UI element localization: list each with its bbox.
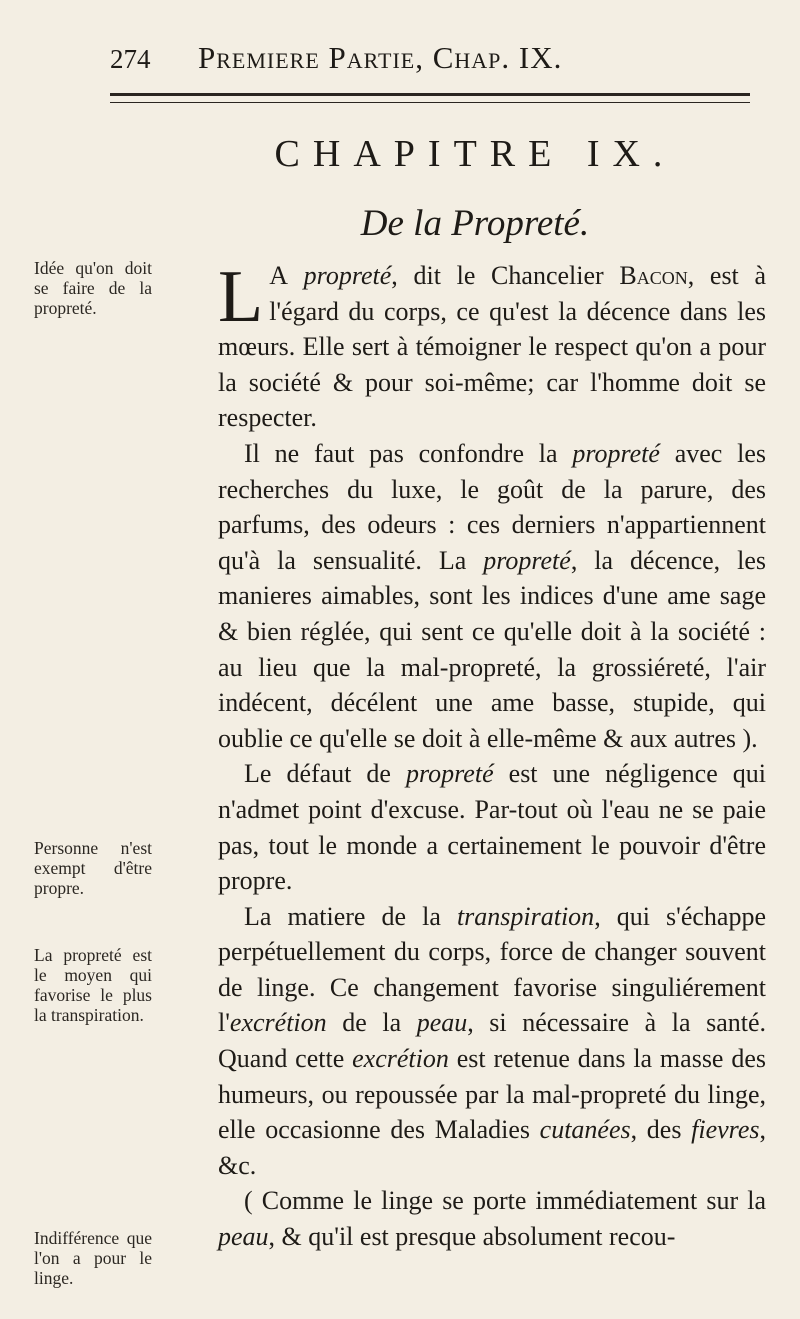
- header-rule: [110, 93, 750, 103]
- paragraph-1: L A propreté, dit le Chancelier Bacon, est à l'égard du corps, ce qu'est la décence dans les mœurs. Elle sert à témoigner le respect qu'on a pour la société & pour soi-même; car l'homme doit se respecter.: [218, 256, 767, 433]
- paragraph-5: ( Comme le linge se porte immédiatement sur la peau, & qu'il est presque absolument recou-: [218, 1186, 766, 1252]
- page-number: 274: [110, 44, 151, 74]
- margin-note-1: Idée qu'on doit se faire de la propreté.: [34, 258, 152, 318]
- drop-cap: L: [218, 256, 264, 338]
- chapter-title: CHAPITRE IX.: [274, 133, 676, 175]
- paragraph-4: La matiere de la transpiration, qui s'échappe perpétuellement du corps, force de changer souvent de linge. Ce changement favorise singuliérement l'excrétion de la peau, si nécessaire à la santé. Quand cette excrétion est retenue dans la masse des humeurs, ou repoussée par la mal-propreté du linge, elle occasionne des Maladies cutanées, des fievres, &c.: [218, 901, 766, 1180]
- running-title: Premiere Partie, Chap. IX.: [198, 40, 563, 75]
- margin-note-2: Personne n'est exempt d'être propre.: [34, 838, 152, 898]
- margin-note-3: La propreté est le moyen qui favorise le plus la transpiration.: [34, 945, 152, 1025]
- paragraph-2: Il ne faut pas confondre la propreté avec les recherches du luxe, le goût de la parure, des parfums, des odeurs : ces derniers n'appartiennent qu'à la sensualité. La propreté, la décence, les manieres aimables, sont les indices d'une ame sage & bien réglée, qui sent ce qu'elle doit à la société : au lieu que la mal-propreté, la grossiéreté, l'air indécent, décélent une ame basse, stupide, qui oublie ce qu'elle se doit à elle-même & aux autres ).: [218, 438, 766, 753]
- body-text: [218, 258, 766, 1255]
- running-head: [110, 40, 750, 80]
- chapter-subtitle: De la Propreté.: [360, 203, 590, 244]
- margin-note-4: Indifférence que l'on a pour le linge.: [34, 1228, 152, 1288]
- paragraph-3: Le défaut de propreté est une négligence qui n'admet point d'excuse. Par-tout où l'eau ne se paie pas, tout le monde a certainement le pouvoir d'être propre.: [218, 759, 766, 896]
- author-name: Bacon: [619, 261, 688, 290]
